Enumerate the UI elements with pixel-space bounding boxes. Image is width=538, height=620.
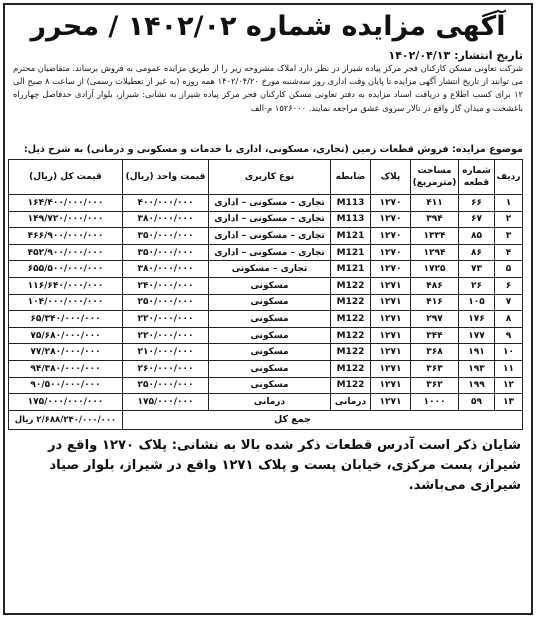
total-price-cell: ۱۰۴/۰۰۰/۰۰۰/۰۰۰ [9, 294, 123, 311]
zoning-code-cell: M122 [331, 360, 371, 377]
column-header: ضابطه [331, 160, 371, 195]
area-cell: ۱۷۲۵ [411, 261, 459, 278]
zoning-code-cell: درمانی [331, 394, 371, 411]
table-row [9, 244, 523, 261]
area-cell: ۳۶۸ [411, 344, 459, 361]
total-price-cell: ۱۴۹/۷۲۰/۰۰۰/۰۰۰ [9, 211, 123, 228]
land-use-cell: مسکونی [209, 327, 331, 344]
column-header: قیمت کل (ریال) [9, 160, 123, 195]
zoning-code-cell: M121 [331, 261, 371, 278]
table-row [9, 344, 523, 361]
land-use-cell: مسکونی [209, 344, 331, 361]
unit-price-cell: ۱۷۵/۰۰۰/۰۰۰ [123, 394, 209, 411]
plate-cell: ۱۲۷۱ [371, 344, 411, 361]
row-number-cell: ۷ [495, 294, 523, 311]
column-header: مساحت (مترمربع) [411, 160, 459, 195]
auction-subject: موضوع مزایده: فروش قطعات زمین (تجاری، مسکونی، اداری با خدمات و مسکونی و درمانی) به شرح ذیل: [23, 144, 523, 155]
total-value: ۲/۶۸۸/۲۴۰/۰۰۰/۰۰۰ ریال [9, 410, 123, 429]
area-cell: ۳۴۴ [411, 327, 459, 344]
lot-number-cell: ۵۹ [459, 394, 495, 411]
publish-date: تاریخ انتشار: ۱۴۰۲/۰۴/۱۳ [388, 49, 523, 62]
auction-notice [3, 3, 533, 615]
area-cell: ۳۹۴ [411, 211, 459, 228]
land-use-cell: مسکونی [209, 311, 331, 328]
row-number-cell: ۱۳ [495, 394, 523, 411]
row-number-cell: ۳ [495, 228, 523, 245]
zoning-code-cell: M121 [331, 228, 371, 245]
row-number-cell: ۲ [495, 211, 523, 228]
land-use-cell: مسکونی [209, 277, 331, 294]
table-row [9, 261, 523, 278]
row-number-cell: ۶ [495, 277, 523, 294]
zoning-code-cell: M113 [331, 211, 371, 228]
column-header: نوع کاربری [209, 160, 331, 195]
row-number-cell: ۴ [495, 244, 523, 261]
area-cell: ۴۸۶ [411, 277, 459, 294]
plate-cell: ۱۲۷۱ [371, 311, 411, 328]
unit-price-cell: ۲۲۰/۰۰۰/۰۰۰ [123, 327, 209, 344]
total-price-cell: ۹۰/۵۰۰/۰۰۰/۰۰۰ [9, 377, 123, 394]
zoning-code-cell: M121 [331, 244, 371, 261]
total-label: جمع کل [123, 410, 523, 429]
land-use-cell: درمانی [209, 394, 331, 411]
area-cell: ۱۲۹۴ [411, 244, 459, 261]
unit-price-cell: ۲۱۰/۰۰۰/۰۰۰ [123, 344, 209, 361]
land-use-cell: مسکونی [209, 377, 331, 394]
total-row [9, 410, 523, 429]
column-header: شماره قطعه [459, 160, 495, 195]
unit-price-cell: ۲۵۰/۰۰۰/۰۰۰ [123, 294, 209, 311]
total-price-cell: ۷۷/۲۸۰/۰۰۰/۰۰۰ [9, 344, 123, 361]
unit-price-cell: ۳۸۰/۰۰۰/۰۰۰ [123, 261, 209, 278]
table-row [9, 277, 523, 294]
column-header: پلاک [371, 160, 411, 195]
unit-price-cell: ۲۵۰/۰۰۰/۰۰۰ [123, 377, 209, 394]
table-row [9, 228, 523, 245]
plate-cell: ۱۲۷۱ [371, 360, 411, 377]
lot-number-cell: ۸۵ [459, 228, 495, 245]
plate-cell: ۱۲۷۰ [371, 244, 411, 261]
plate-cell: ۱۲۷۱ [371, 327, 411, 344]
table-row [9, 195, 523, 212]
plate-cell: ۱۲۷۱ [371, 277, 411, 294]
lot-number-cell: ۱۷۶ [459, 311, 495, 328]
plate-cell: ۱۲۷۰ [371, 211, 411, 228]
row-number-cell: ۱۲ [495, 377, 523, 394]
unit-price-cell: ۳۵۰/۰۰۰/۰۰۰ [123, 244, 209, 261]
total-price-cell: ۱۶۴/۴۰۰/۰۰۰/۰۰۰ [9, 195, 123, 212]
table-row [9, 211, 523, 228]
zoning-code-cell: M122 [331, 377, 371, 394]
table-row [9, 377, 523, 394]
plate-cell: ۱۲۷۱ [371, 394, 411, 411]
unit-price-cell: ۲۴۰/۰۰۰/۰۰۰ [123, 277, 209, 294]
notice-title: آگهی مزایده شماره ۱۴۰۲/۰۲ / محرر [30, 11, 506, 42]
total-price-cell: ۶۵۵/۵۰۰/۰۰۰/۰۰۰ [9, 261, 123, 278]
lots-table [8, 159, 523, 430]
row-number-cell: ۸ [495, 311, 523, 328]
area-cell: ۱۳۳۴ [411, 228, 459, 245]
total-price-cell: ۴۶۶/۹۰۰/۰۰۰/۰۰۰ [9, 228, 123, 245]
total-price-cell: ۱۱۶/۶۴۰/۰۰۰/۰۰۰ [9, 277, 123, 294]
lot-number-cell: ۱۹۳ [459, 360, 495, 377]
area-cell: ۲۹۷ [411, 311, 459, 328]
zoning-code-cell: M122 [331, 344, 371, 361]
land-use-cell: تجاری – مسکونی – اداری [209, 244, 331, 261]
zoning-code-cell: M122 [331, 311, 371, 328]
unit-price-cell: ۲۶۰/۰۰۰/۰۰۰ [123, 360, 209, 377]
row-number-cell: ۱ [495, 195, 523, 212]
land-use-cell: تجاری – مسکونی – اداری [209, 195, 331, 212]
land-use-cell: تجاری – مسکونی [209, 261, 331, 278]
area-cell: ۳۶۳ [411, 360, 459, 377]
land-use-cell: مسکونی [209, 360, 331, 377]
table-header-row [9, 160, 523, 195]
total-price-cell: ۱۷۵/۰۰۰/۰۰۰/۰۰۰ [9, 394, 123, 411]
plate-cell: ۱۲۷۱ [371, 294, 411, 311]
table-row [9, 394, 523, 411]
table-row [9, 311, 523, 328]
address-note: شایان ذکر است آدرس قطعات ذکر شده بالا به نشانی: پلاک ۱۲۷۰ واقع در شیراز، پست مرکزی، خیابان پست و پلاک ۱۲۷۱ واقع در شیراز، بلوار صیاد شیرازی می‌باشد. [47, 437, 521, 493]
area-cell: ۳۶۲ [411, 377, 459, 394]
zoning-code-cell: M122 [331, 294, 371, 311]
unit-price-cell: ۴۰۰/۰۰۰/۰۰۰ [123, 195, 209, 212]
table-row [9, 360, 523, 377]
row-number-cell: ۵ [495, 261, 523, 278]
unit-price-cell: ۳۸۰/۰۰۰/۰۰۰ [123, 211, 209, 228]
lot-number-cell: ۶۷ [459, 211, 495, 228]
total-price-cell: ۹۴/۳۸۰/۰۰۰/۰۰۰ [9, 360, 123, 377]
area-cell: ۱۰۰۰ [411, 394, 459, 411]
land-use-cell: تجاری – مسکونی – اداری [209, 211, 331, 228]
plate-cell: ۱۲۷۰ [371, 195, 411, 212]
table-row [9, 327, 523, 344]
zoning-code-cell: M122 [331, 277, 371, 294]
unit-price-cell: ۳۵۰/۰۰۰/۰۰۰ [123, 228, 209, 245]
row-number-cell: ۱۱ [495, 360, 523, 377]
land-use-cell: مسکونی [209, 294, 331, 311]
lot-number-cell: ۶۶ [459, 195, 495, 212]
zoning-code-cell: M113 [331, 195, 371, 212]
intro-paragraph: شرکت تعاونی مسکن کارکنان فجر مرکز پیاده شیراز در نظر دارد املاک مشروحه زیر را از طریق مزایده عمومی به فروش برساند. متقاضیان محترم می توانند از تاریخ انتشار آگهی مزایده تا پایان وقت اداری روز سه‌شنبه مورخ ۱۴۰۲/۰۴/۲۰ همه روزه (به غیر از تعطیلات رسمی) از ساعت ۸ صبح الی ۱۲ برای کسب اطلاع و دریافت اسناد مزایده به دفتر تعاونی مسکن کارکنان فجر مرکز پیاده شیراز به نشانی: شیراز، بلوار آزادی حدفاصل چهارراه باغشخت و میدان گاز واقع در تالار سروی عشق مراجعه نمایند. ۱۵۲۶۰۰۰ م-الف [13, 63, 523, 113]
plate-cell: ۱۲۷۰ [371, 261, 411, 278]
zoning-code-cell: M122 [331, 327, 371, 344]
column-header: قیمت واحد (ریال) [123, 160, 209, 195]
total-price-cell: ۶۵/۳۴۰/۰۰۰/۰۰۰ [9, 311, 123, 328]
row-number-cell: ۱۰ [495, 344, 523, 361]
plate-cell: ۱۲۷۱ [371, 377, 411, 394]
lot-number-cell: ۱۷۷ [459, 327, 495, 344]
total-price-cell: ۷۵/۶۸۰/۰۰۰/۰۰۰ [9, 327, 123, 344]
area-cell: ۴۱۱ [411, 195, 459, 212]
plate-cell: ۱۲۷۰ [371, 228, 411, 245]
unit-price-cell: ۲۲۰/۰۰۰/۰۰۰ [123, 311, 209, 328]
area-cell: ۴۱۶ [411, 294, 459, 311]
lot-number-cell: ۲۶ [459, 277, 495, 294]
lot-number-cell: ۱۹۹ [459, 377, 495, 394]
row-number-cell: ۹ [495, 327, 523, 344]
land-use-cell: تجاری – مسکونی – اداری [209, 228, 331, 245]
column-header: ردیف [495, 160, 523, 195]
total-price-cell: ۴۵۲/۹۰۰/۰۰۰/۰۰۰ [9, 244, 123, 261]
lot-number-cell: ۷۳ [459, 261, 495, 278]
lot-number-cell: ۸۶ [459, 244, 495, 261]
lot-number-cell: ۱۹۱ [459, 344, 495, 361]
lot-number-cell: ۱۰۵ [459, 294, 495, 311]
table-row [9, 294, 523, 311]
